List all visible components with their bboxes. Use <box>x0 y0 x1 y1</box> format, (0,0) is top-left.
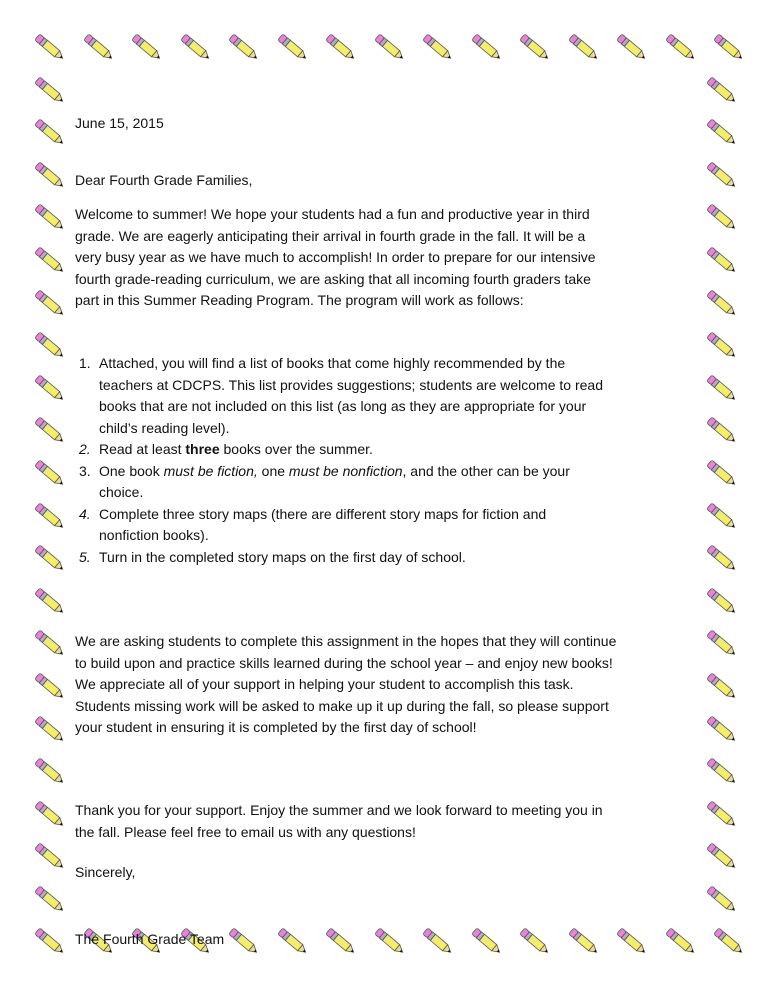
text-segment: One book <box>99 462 164 479</box>
pencil-icon <box>28 156 68 192</box>
pencil-icon <box>659 28 699 64</box>
pencil-icon <box>125 28 165 64</box>
intro-line: fourth grade-reading curriculum, we are asking that all incoming fourth graders take <box>75 270 591 287</box>
text-segment: books over the summer. <box>219 441 373 457</box>
pencil-icon <box>416 922 456 958</box>
pencil-icon <box>707 28 747 64</box>
intro-line: Welcome to summer! We hope your students had a fun and productive year in third <box>75 206 590 222</box>
pencil-icon <box>28 624 68 660</box>
pencil-icon <box>28 71 68 107</box>
pencil-icon <box>319 28 359 64</box>
pencil-icon <box>562 28 602 64</box>
text-segment: three <box>185 441 220 457</box>
pencil-icon <box>700 198 740 234</box>
pencil-icon <box>700 837 740 873</box>
list-item <box>75 461 603 504</box>
pencil-icon <box>659 922 699 958</box>
body-line: Students missing work will be asked to make up it up during the fall, so please support <box>75 697 609 714</box>
list-line <box>99 375 603 397</box>
pencil-icon <box>610 28 650 64</box>
pencil-icon <box>513 922 553 958</box>
body-line: We are asking students to complete this assignment in the hopes that they will continue <box>75 633 617 649</box>
list-item <box>75 439 603 461</box>
list-number: 5. <box>79 548 91 565</box>
letter-signature: The Fourth Grade Team <box>75 931 225 947</box>
pencil-icon <box>700 326 740 362</box>
list-line <box>99 396 603 418</box>
body-line: We appreciate all of your support in helping your student to accomplish this task. <box>75 676 574 692</box>
text-segment: teachers at CDCPS. This list provides suggestions; students are welcome to read <box>99 376 603 393</box>
pencil-icon <box>700 667 740 703</box>
pencil-icon <box>28 326 68 362</box>
thanks-line: Thank you for your support. Enjoy the summer and we look forward to meeting you in <box>75 802 603 818</box>
text-segment: Complete three story maps (there are different story maps for fiction and <box>99 505 547 522</box>
pencil-icon <box>700 71 740 107</box>
pencil-icon <box>28 710 68 746</box>
pencil-icon <box>28 241 68 277</box>
text-segment: Attached, you will find a list of books that come highly recommended by the <box>99 355 566 371</box>
pencil-icon <box>319 922 359 958</box>
pencil-icon <box>700 369 740 405</box>
pencil-icon <box>28 752 68 788</box>
list-number: 2. <box>79 441 91 457</box>
thanks-line: the fall. Please feel free to email us with any questions! <box>75 823 416 840</box>
pencil-icon <box>28 795 68 831</box>
pencil-icon <box>368 922 408 958</box>
pencil-icon <box>465 28 505 64</box>
pencil-icon <box>271 922 311 958</box>
letter-closing: Sincerely, <box>75 864 136 880</box>
pencil-icon <box>700 411 740 447</box>
letter-greeting: Dear Fourth Grade Families, <box>75 172 253 188</box>
pencil-icon <box>271 28 311 64</box>
intro-line: very busy year as we have much to accomplish! In order to prepare for our intensive <box>75 249 596 265</box>
pencil-icon <box>28 880 68 916</box>
pencil-icon <box>174 28 214 64</box>
text-segment: child’s reading level). <box>99 419 230 436</box>
pencil-icon <box>28 539 68 575</box>
pencil-icon <box>700 752 740 788</box>
pencil-icon <box>700 454 740 490</box>
pencil-icon <box>700 624 740 660</box>
list-number: 4. <box>79 505 91 522</box>
list-line <box>99 525 603 547</box>
intro-paragraph <box>75 204 596 312</box>
pencil-icon <box>700 539 740 575</box>
pencil-icon <box>700 284 740 320</box>
pencil-icon <box>28 198 68 234</box>
pencil-icon <box>465 922 505 958</box>
pencil-icon <box>28 497 68 533</box>
text-segment: Read at least <box>99 441 186 457</box>
list-line <box>99 418 603 440</box>
list-line <box>99 504 603 526</box>
pencil-icon <box>700 113 740 149</box>
text-segment: Turn in the completed story maps on the first day of school. <box>99 548 466 565</box>
body-paragraph <box>75 631 616 739</box>
intro-line: part in this Summer Reading Program. The program will work as follows: <box>75 292 524 308</box>
pencil-icon <box>700 710 740 746</box>
pencil-icon <box>28 922 68 958</box>
pencil-icon <box>28 113 68 149</box>
pencil-icon <box>28 28 68 64</box>
pencil-icon <box>700 497 740 533</box>
body-line: to build upon and practice skills learned during the school year – and enjoy new books! <box>75 654 613 671</box>
pencil-icon <box>416 28 456 64</box>
pencil-icon <box>707 922 747 958</box>
pencil-icon <box>28 284 68 320</box>
pencil-icon <box>368 28 408 64</box>
text-segment: one <box>257 462 289 479</box>
list-line <box>99 547 603 569</box>
body-line: your student in ensuring it is completed by the first day of school! <box>75 719 477 735</box>
pencil-icon <box>28 837 68 873</box>
pencil-icon <box>28 369 68 405</box>
pencil-icon <box>222 28 262 64</box>
pencil-icon <box>562 922 602 958</box>
list-line <box>99 353 603 375</box>
intro-line: grade. We are eagerly anticipating their arrival in fourth grade in the fall. It will be a <box>75 227 586 244</box>
text-segment: nonfiction books). <box>99 527 209 543</box>
text-segment: books that are not included on this list (as long as they are appropriate for your <box>99 398 587 414</box>
list-number: 3. <box>79 462 91 479</box>
pencil-icon <box>610 922 650 958</box>
list-item <box>75 547 603 569</box>
list-item <box>75 353 603 439</box>
pencil-icon <box>28 454 68 490</box>
pencil-icon <box>700 582 740 618</box>
pencil-icon <box>700 880 740 916</box>
letter-date: June 15, 2015 <box>75 115 164 131</box>
pencil-icon <box>77 28 117 64</box>
pencil-icon <box>28 667 68 703</box>
list-number: 1. <box>79 355 91 371</box>
pencil-icon <box>28 411 68 447</box>
pencil-icon <box>513 28 553 64</box>
text-segment: must be fiction, <box>163 462 258 479</box>
text-segment: , and the other can be your <box>402 462 570 479</box>
pencil-icon <box>222 922 262 958</box>
list-item <box>75 504 603 547</box>
pencil-icon <box>700 795 740 831</box>
thanks-paragraph <box>75 800 603 843</box>
pencil-icon <box>28 582 68 618</box>
text-segment: choice. <box>99 484 144 500</box>
list-line <box>99 461 603 483</box>
pencil-icon <box>700 241 740 277</box>
text-segment: must be nonfiction <box>288 462 403 479</box>
list-line <box>99 482 603 504</box>
instructions-list <box>75 353 603 568</box>
pencil-icon <box>700 156 740 192</box>
list-line <box>99 439 603 461</box>
